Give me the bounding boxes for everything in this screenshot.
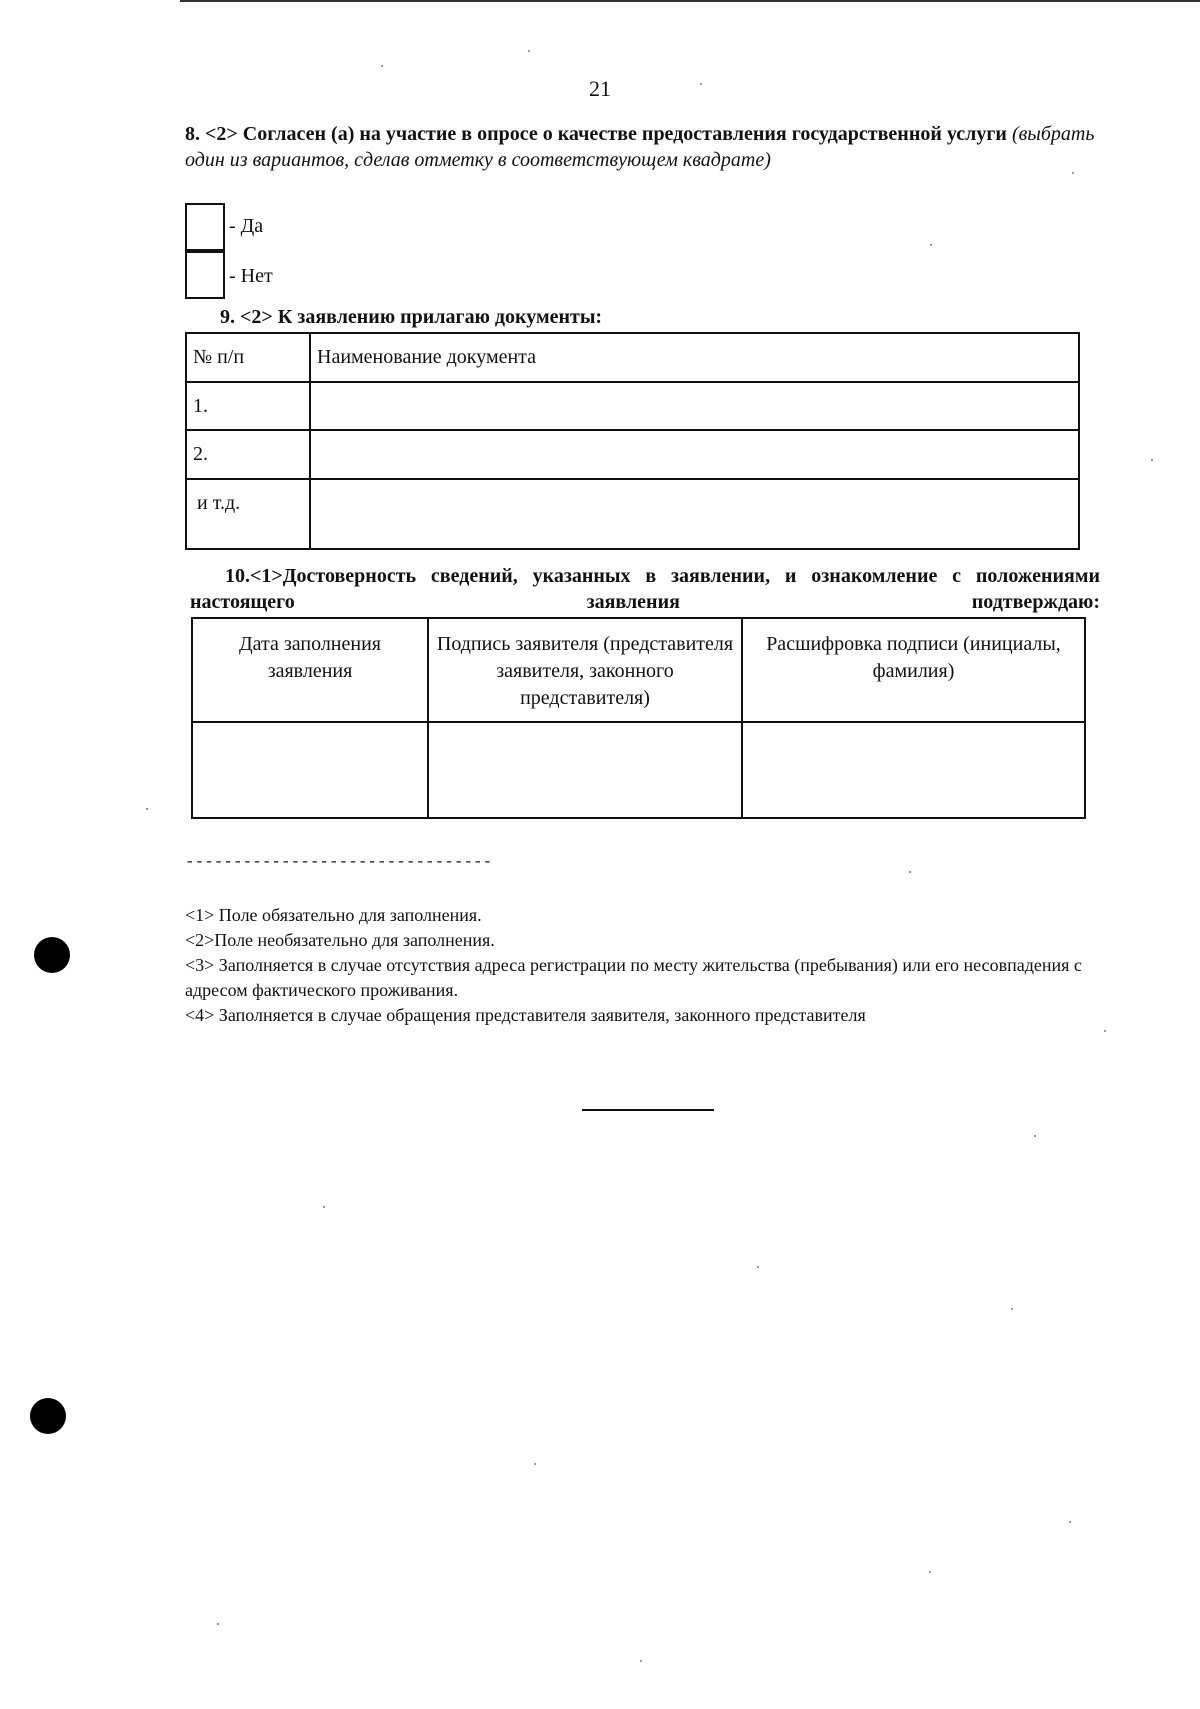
documents-table [185,332,1080,550]
header-number: № п/п [186,333,310,382]
footnote-1: <1> Поле обязательно для заполнения. [185,905,482,925]
footnote-4: <4> Заполняется в случае обращения представителя заявителя, законного представителя [185,1005,866,1025]
end-line [582,1109,714,1111]
table-header-row [186,333,1079,382]
section-9-heading: 9. <2> К заявлению прилагаю документы: [220,306,603,328]
footnote-3: <3> Заполняется в случае отсутствия адреса регистрации по месту жительства (пребывания) или его несовпадения с адресом фактического проживания. [185,955,1082,1000]
footnote-2: <2>Поле необязательно для заполнения. [185,930,495,950]
row-number: и т.д. [186,479,310,549]
signature-cell[interactable] [428,722,742,818]
footnote-divider: -------------------------------- [185,853,493,871]
signature-header-row [192,618,1085,722]
date-cell[interactable] [192,722,428,818]
header-document-name: Наименование документа [310,333,1079,382]
page-number: 21 [589,76,611,101]
header-signature: Подпись заявителя (представителя заявителя, законного представителя) [428,618,742,722]
section-8-lead: 8. <2> Согласен (а) на участие в опросе о качестве предоставления государственной услуги [185,123,1007,145]
scan-top-edge [180,0,1200,2]
document-name-cell[interactable] [310,430,1079,479]
checkbox-yes[interactable] [185,203,225,251]
table-row [186,382,1079,430]
header-date: Дата заполнения заявления [192,618,428,722]
signature-input-row [192,722,1085,818]
document-name-cell[interactable] [310,479,1079,549]
section-8-text [185,121,1115,173]
option-no-label: - Нет [229,265,273,287]
row-number: 1. [186,382,310,430]
table-row [186,479,1079,549]
section-8-note: (выбрать один из вариантов, сделав отметку в соответствующем квадрате) [185,123,1095,171]
punch-hole-lower [30,1398,66,1434]
document-name-cell[interactable] [310,382,1079,430]
signature-decoding-cell[interactable] [742,722,1085,818]
option-yes-label: - Да [229,215,264,237]
table-row [186,430,1079,479]
section-10-heading: 10.<1>Достоверность сведений, указанных в заявлении, и ознакомление с положениями настоящего заявления подтверждаю: [190,565,1100,613]
row-number: 2. [186,430,310,479]
punch-hole-upper [34,937,70,973]
checkbox-no[interactable] [185,251,225,299]
signature-table [191,617,1086,819]
header-signature-decoding: Расшифровка подписи (инициалы, фамилия) [742,618,1085,722]
footnotes [185,903,1120,1028]
